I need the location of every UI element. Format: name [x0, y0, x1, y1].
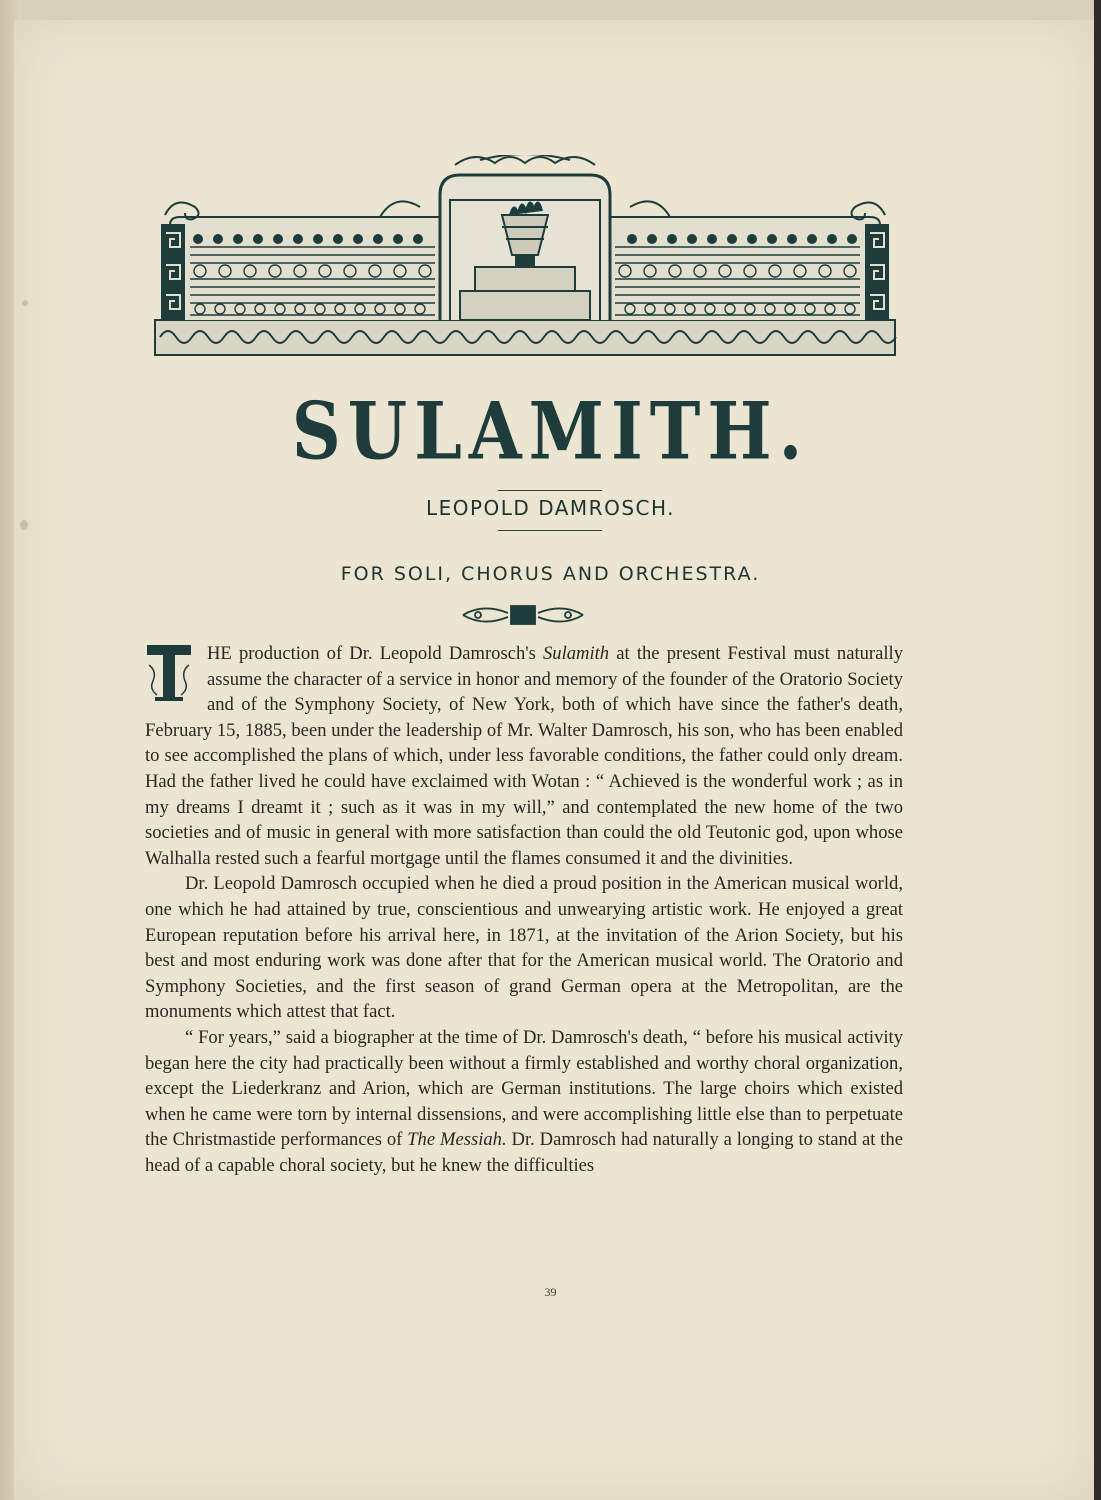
work-title-sulamith: Sulamith [542, 643, 610, 664]
scoring-line: FOR SOLI, CHORUS AND ORCHESTRA. [340, 563, 761, 585]
paper-speck [22, 300, 28, 306]
rule-above-composer [498, 490, 602, 491]
paragraph-1-text: at the present Festival must naturally assume the character of a service in honor and memory of the founder of the Oratorio Society and of the Symphony Society, of New York, both of which have since the father's death, February 15, 1885, been under the leadership of Mr. Walter Damrosch, his son, who has been enabled to see accomplished the plans of which, under less favorable conditions, the father could only dream. Had the father lived he could have exclaimed with Wotan : “ Achieved is the wonderful work ; as in my dreams I dreamt it ; such as it was in my will,” and contemplated the new home of the two societies and of music in general with more satisfaction than could the old Teutonic god, upon whose Walhalla rested such a fearful mortgage until the flames consumed it and the divinities. [145, 643, 903, 869]
rule-below-composer [498, 530, 602, 531]
work-title-messiah: The Messiah. [407, 1129, 507, 1151]
page-title: SULAMITH. [291, 386, 810, 478]
paragraph-2: Dr. Leopold Damrosch occupied when he died a proud position in the American musical world, one which he had attained by true, conscientious and unwearying artistic work. He enjoyed a great European reputation before his arrival here, in 1871, at the invitation of the Arion Society, but his best and most enduring work was done after that for the American musical world. The Oratorio and Symphony Societies, and the first season of grand German opera at the Metropolitan, are the monuments which attest that fact. [145, 873, 903, 1023]
flourish-divider [458, 598, 588, 632]
ornamental-header-illustration [150, 155, 900, 360]
page-number: 39 [544, 1285, 557, 1299]
paragraph-1-lead: HE production of Dr. Leopold Damrosch's [207, 643, 543, 664]
paragraph-3-lead: “ For years,” said a biographer at the time of Dr. Damrosch's death, “ before his musical activity began here the city had practically been without a firmly established and worthy choral organization, except the Liederkranz and Arion, which are German institutions. The large choirs which existed when he came were torn by internal dissensions, and were accomplishing little else than to perpetuate the Christmastide performances of [145, 1026, 903, 1151]
paragraph-3-text: Dr. Damrosch had naturally a longing to stand at the head of a capable choral society, but he knew the difficulties [145, 1129, 903, 1176]
composer-name: LEOPOLD DAMROSCH. [425, 496, 676, 520]
article-body [145, 641, 903, 1178]
paragraph-3 [145, 1025, 903, 1179]
paper-speck [20, 520, 28, 530]
paragraph-1 [145, 641, 903, 871]
